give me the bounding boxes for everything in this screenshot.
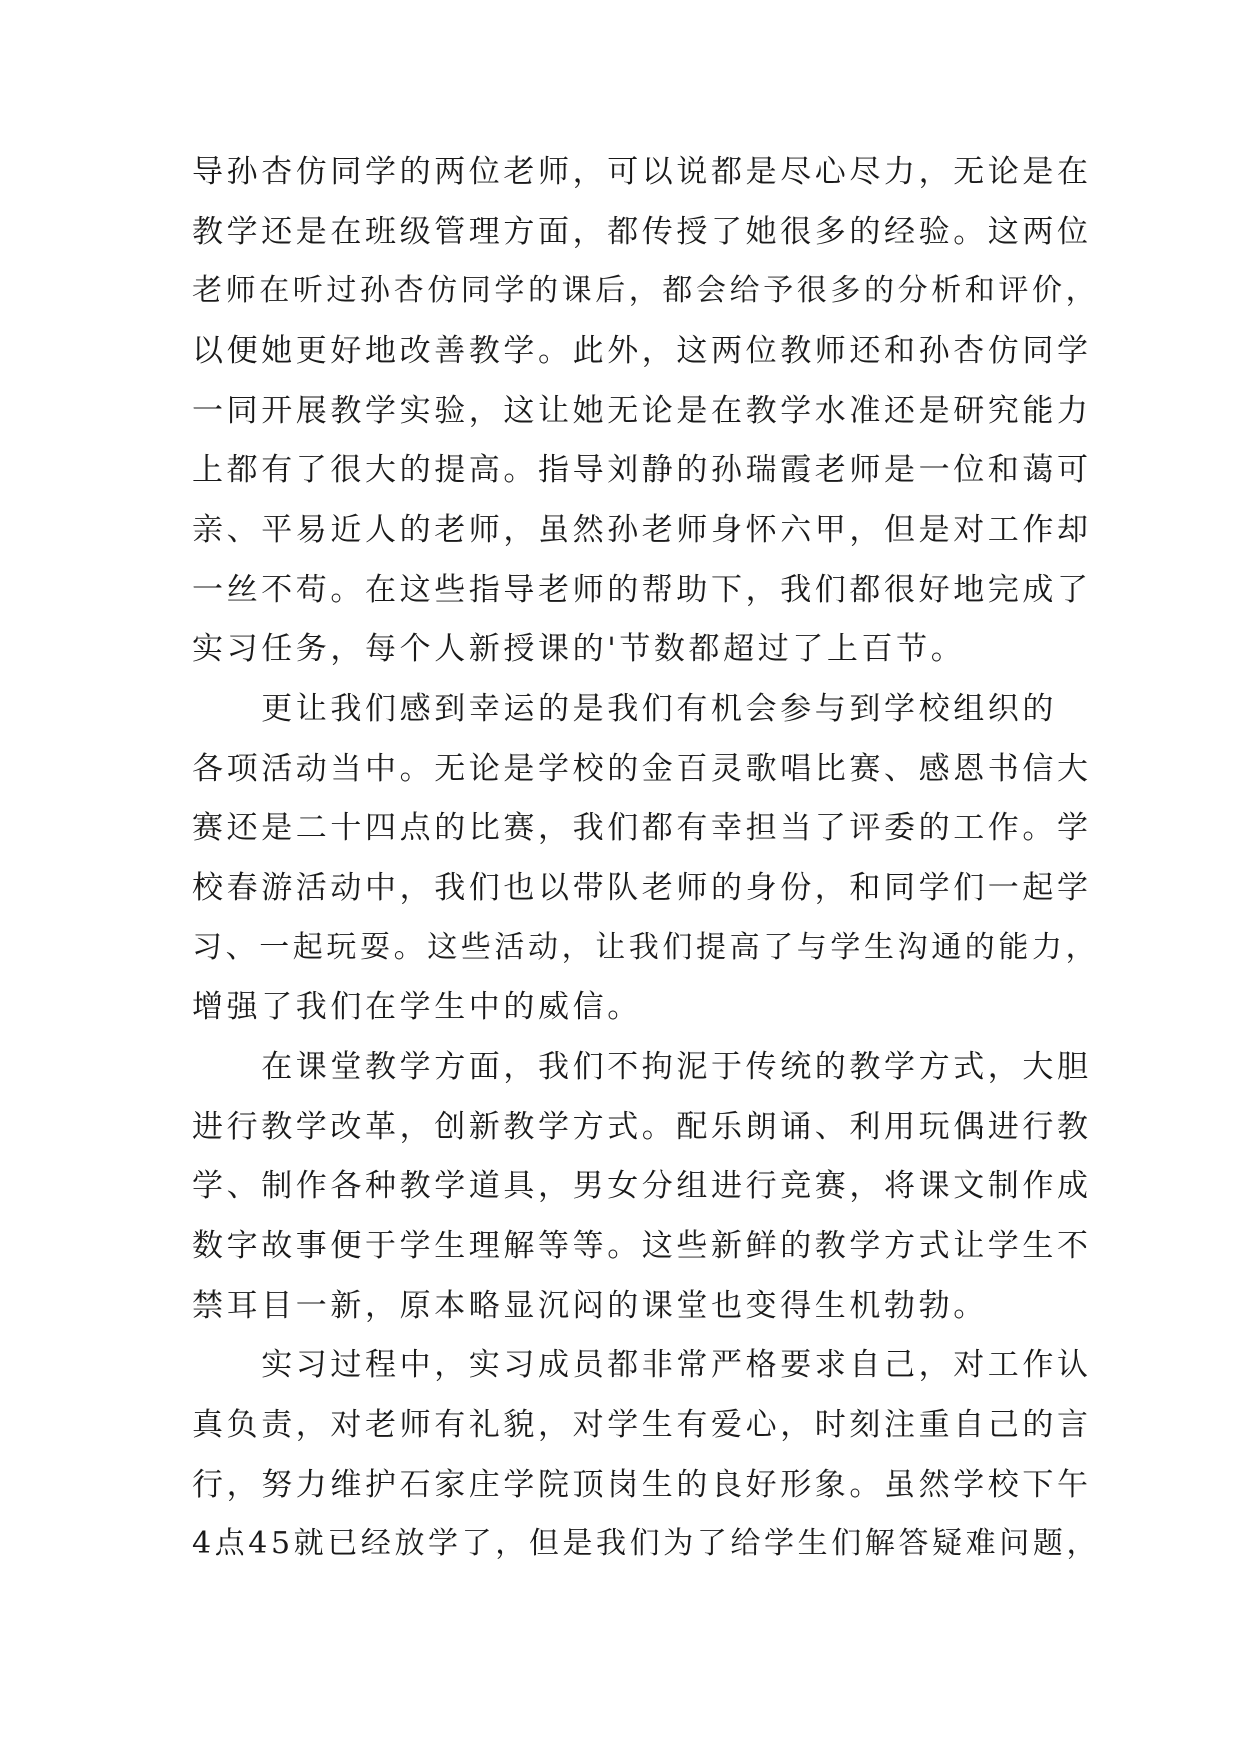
text-line: 一丝不苟。在这些指导老师的帮助下，我们都很好地完成了: [192, 572, 1092, 608]
text-line: 以便她更好地改善教学。此外，这两位教师还和孙杏仿同学: [192, 333, 1092, 369]
text-line: 在课堂教学方面，我们不拘泥于传统的教学方式，大胆: [192, 1049, 1092, 1085]
text-line: 上都有了很大的提高。指导刘静的孙瑞霞老师是一位和蔼可: [192, 452, 1092, 488]
text-line: 学、制作各种教学道具，男女分组进行竞赛，将课文制作成: [192, 1168, 1092, 1204]
text-line: 4点45就已经放学了，但是我们为了给学生们解答疑难问题，: [192, 1526, 1101, 1561]
text-line: 实习任务，每个人新授课的'节数都超过了上百节。: [192, 631, 966, 667]
text-line: 进行教学改革，创新教学方式。配乐朗诵、利用玩偶进行教: [192, 1109, 1092, 1145]
text-line: 数字故事便于学生理解等等。这些新鲜的教学方式让学生不: [192, 1228, 1092, 1264]
text-line: 各项活动当中。无论是学校的金百灵歌唱比赛、感恩书信大: [192, 751, 1092, 787]
text-line: 赛还是二十四点的比赛，我们都有幸担当了评委的工作。学: [192, 810, 1092, 846]
text-line: 教学还是在班级管理方面，都传授了她很多的经验。这两位: [192, 214, 1092, 250]
text-line: 更让我们感到幸运的是我们有机会参与到学校组织的: [192, 691, 1057, 727]
text-line: 校春游活动中，我们也以带队老师的身份，和同学们一起学: [192, 870, 1092, 906]
text-line: 老师在听过孙杏仿同学的课后，都会给予很多的分析和评价，: [192, 273, 1100, 308]
text-line: 实习过程中，实习成员都非常严格要求自己，对工作认: [192, 1347, 1092, 1383]
text-line: 行，努力维护石家庄学院顶岗生的良好形象。虽然学校下午: [192, 1467, 1092, 1503]
text-line: 增强了我们在学生中的威信。: [192, 989, 642, 1025]
text-line: 禁耳目一新，原本略显沉闷的课堂也变得生机勃勃。: [192, 1288, 988, 1324]
text-line: 导孙杏仿同学的两位老师，可以说都是尽心尽力，无论是在: [192, 154, 1092, 190]
text-line: 真负责，对老师有礼貌，对学生有爱心，时刻注重自己的言: [192, 1407, 1092, 1443]
text-line: 一同开展教学实验，这让她无论是在教学水准还是研究能力: [192, 393, 1092, 429]
text-line: 习、一起玩耍。这些活动，让我们提高了与学生沟通的能力，: [192, 930, 1100, 965]
text-line: 亲、平易近人的老师，虽然孙老师身怀六甲，但是对工作却: [192, 512, 1092, 548]
